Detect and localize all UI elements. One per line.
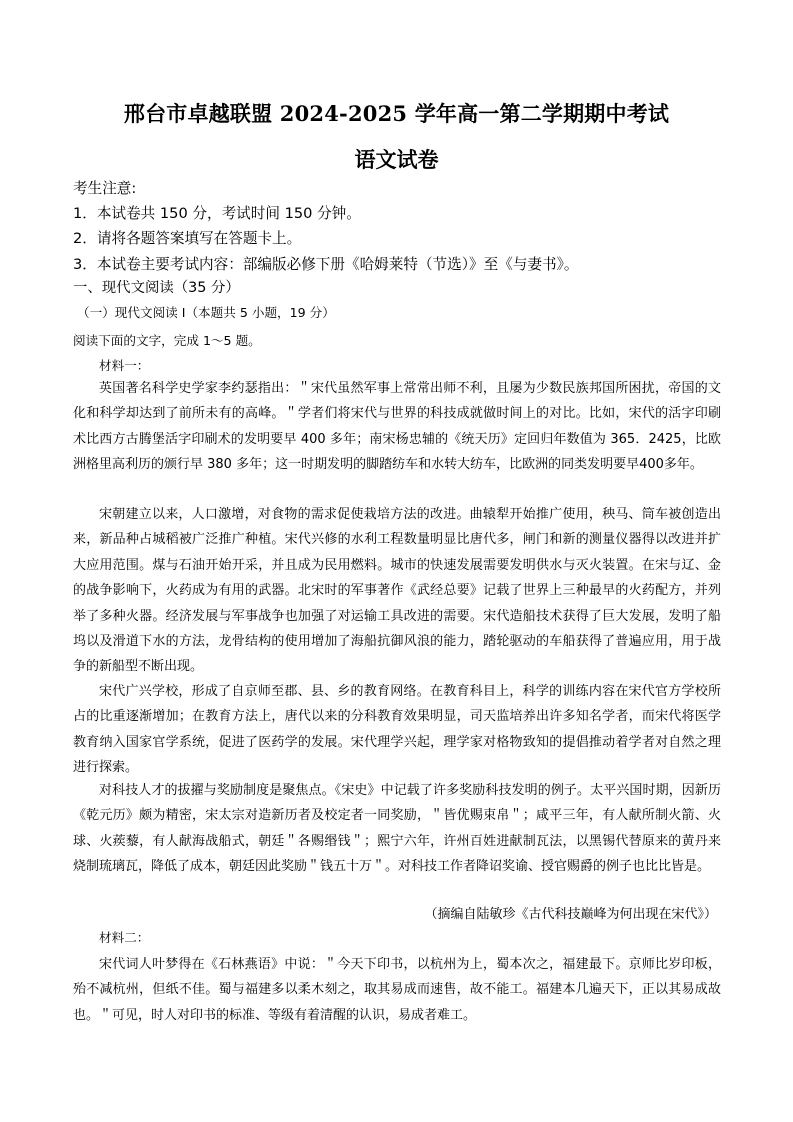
material1-paragraph-2: 宋朝建立以来，人口激增，对食物的需求促使栽培方法的改进。曲辕犁开始推广使用，秧马、筒车被创造出来，新品种占城稻被广泛推广种植。宋代兴修的水利工程数量明显比唐代多，闸门和新的测量仪器得以改进并扩大应用范围。煤与石油开始开采，并且成为民用燃料。城市的快速发展需要发明供水与灭火装置。在宋与辽、金的战争影响下，火药成为有用的武器。北宋时的军事著作《武经总要》记载了世界上三种最早的火药配方，并列举了多种火器。经济发展与军事战争也加强了对运输工具改进的需要。宋代造船技术获得了巨大发展，发明了船坞以及滑道下水的方法，龙骨结构的使用增加了海船抗御风浪的能力，踏轮驱动的车船获得了普遍应用，用于战争的新船型不断出现。	[73, 507, 721, 675]
notice-heading: 考生注意:	[73, 180, 137, 197]
exam-title: 邢台市卓越联盟 2024-2025 学年高一第二学期期中考试	[123, 101, 670, 126]
notice-item-1: 1．本试卷共 150 分，考试时间 150 分钟。	[73, 205, 361, 222]
notice-item-2: 2．请将各题答案填写在答题卡上。	[73, 230, 302, 247]
reading-instruction: 阅读下面的文字，完成 1～5 题。	[73, 333, 261, 348]
material2-label: 材料二：	[99, 930, 150, 945]
notice-item-3: 3．本试卷主要考试内容：部编版必修下册《哈姆莱特（节选）》至《与妻书》。	[73, 256, 579, 273]
material1-paragraph-4: 对科技人才的拔擢与奖励制度是聚焦点。《宋史》中记载了许多奖励科技发明的例子。太平兴国时期，因新历《乾元历》颇为精密，宋太宗对造新历者及校定者一同奖励，＂皆优赐束帛＂；咸平三年，有人献所制火箭、火球、火蒺藜，有人献海战船式，朝廷＂各赐缗钱＂；熙宁六年，许州百姓进献制瓦法，以黑锡代替原来的黄丹来烧制琉璃瓦，降低了成本，朝廷因此奖励＂钱五十万＂。对科技工作者降诏奖谕、授官赐爵的例子也比比皆是。	[73, 783, 721, 875]
exam-subtitle: 语文试卷	[354, 147, 439, 172]
material1-source: （摘编自陆敏珍《古代科技巅峰为何出现在宋代》）	[424, 907, 717, 922]
material1-paragraph-3: 宋代广兴学校，形成了自京师至郡、县、乡的教育网络。在教育科目上，科学的训练内容在宋代官方学校所占的比重逐渐增加；在教育方法上，唐代以来的分科教育效果明显，司天监培养出许多知名学者，而宋代将医学教育纳入国家官学系统，促进了医药学的发展。宋代理学兴起，理学家对格物致知的提倡推动着学者对自然之理进行探索。	[73, 684, 721, 776]
material1-paragraph-1: 英国著名科学史学家李约瑟指出：＂宋代虽然军事上常常出师不利，且屡为少数民族邦国所困扰，帝国的文化和科学却达到了前所未有的高峰。＂学者们将宋代与世界的科技成就做时间上的对比。比如，宋代的活字印刷术比西方古腾堡活字印刷术的发明要早 400 多年；南宋杨忠辅的《统天历》定回归年数值为 365．2425，比欧洲格里高利历的颁行早 380 多年；这一时期发明的脚踏纺车和水转大纺车，比欧洲的同类发明要早400多年。	[73, 381, 721, 473]
material2-paragraph-1: 宋代词人叶梦得在《石林燕语》中说：＂今天下印书，以杭州为上，蜀本次之，福建最下。京师比岁印板，殆不减杭州，但纸不佳。蜀与福建多以柔木刻之，取其易成而速售，故不能工。福建本几遍天下，正以其易成故也。＂可见，时人对印书的标准、等级有着清醒的认识，易成者难工。	[73, 957, 721, 1023]
material1-label: 材料一：	[99, 358, 150, 373]
section-heading: 一、现代文阅读（35 分）	[73, 280, 240, 296]
sub-section-heading: （一）现代文阅读 I（本题共 5 小题，19 分）	[77, 305, 335, 320]
